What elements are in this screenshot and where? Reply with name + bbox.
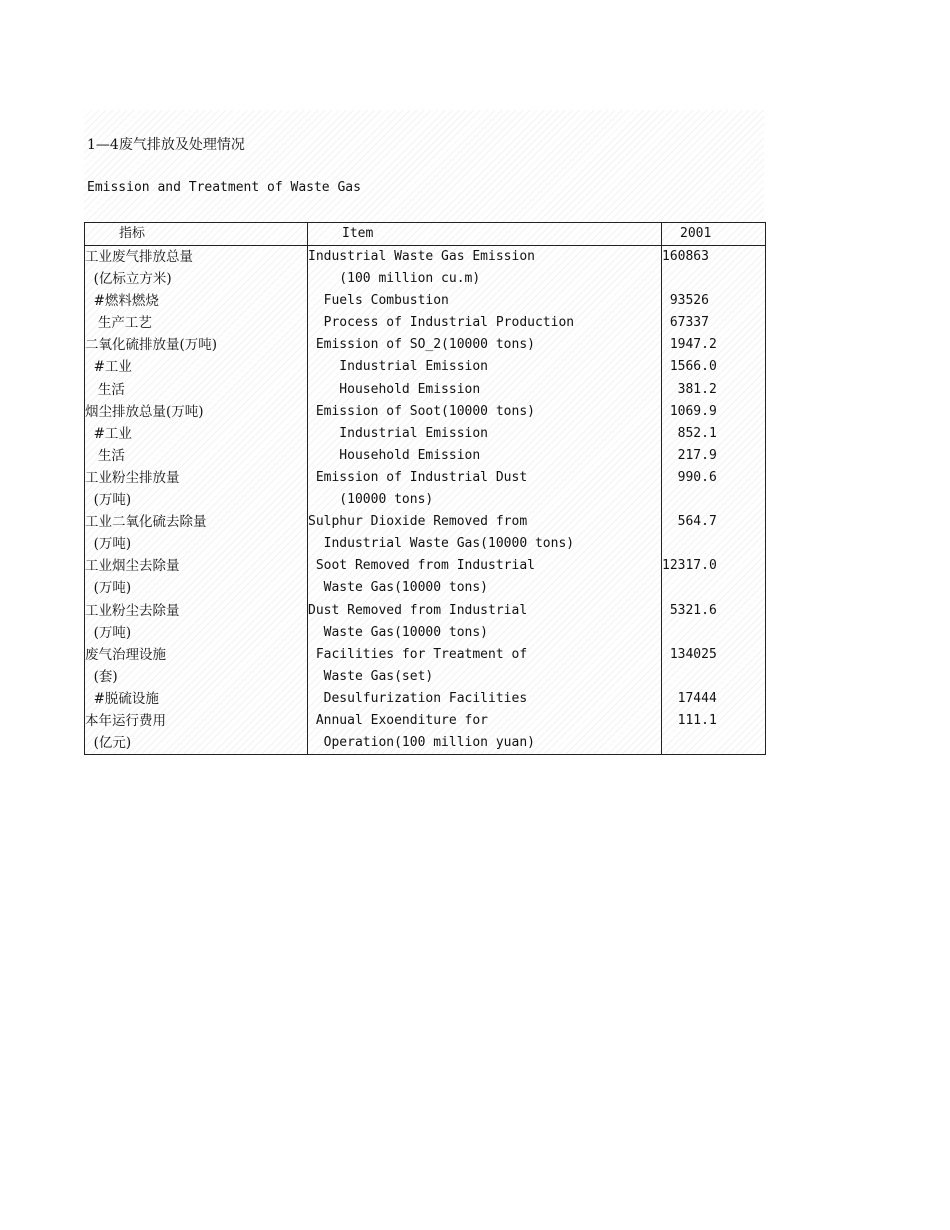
cell-indicator-cn: #工业 bbox=[85, 356, 308, 378]
cell-value: 93526 bbox=[662, 293, 709, 309]
cell-value bbox=[662, 666, 765, 688]
cell-value: 111.1 bbox=[662, 712, 717, 728]
cell-item-en: Process of Industrial Production bbox=[308, 312, 662, 334]
cell-item-en: Industrial Waste Gas Emission bbox=[308, 246, 662, 268]
table-body bbox=[85, 246, 765, 754]
cell-indicator-cn: (亿标立方米) bbox=[85, 268, 308, 290]
cell-value: 160863 bbox=[662, 249, 709, 264]
cell-value bbox=[662, 268, 765, 290]
cell-item-en: Emission of Industrial Dust bbox=[308, 467, 662, 489]
cell-indicator-cn: 烟尘排放总量(万吨) bbox=[85, 401, 308, 423]
cell-indicator-cn: (万吨) bbox=[85, 489, 308, 511]
cell-item-en: Emission of SO_2(10000 tons) bbox=[308, 334, 662, 356]
cell-value: 134025 bbox=[662, 646, 717, 662]
cell-value: 5321.6 bbox=[662, 602, 717, 618]
cell-indicator-cn: 工业废气排放总量 bbox=[85, 246, 308, 268]
cell-indicator-cn: (套) bbox=[85, 666, 308, 688]
cell-value: 17444 bbox=[662, 690, 717, 706]
table-row bbox=[85, 334, 765, 356]
cell-value: 1069.9 bbox=[662, 403, 717, 419]
table-header-row bbox=[85, 223, 765, 246]
table-row bbox=[85, 401, 765, 423]
cell-indicator-cn: (万吨) bbox=[85, 622, 308, 644]
cell-value: 852.1 bbox=[662, 425, 717, 441]
table-row bbox=[85, 555, 765, 577]
cell-value bbox=[662, 489, 765, 511]
emission-table bbox=[84, 222, 766, 755]
table-row bbox=[85, 445, 765, 467]
cell-indicator-cn: (万吨) bbox=[85, 577, 308, 599]
table-row bbox=[85, 533, 765, 555]
cell-indicator-cn: 生活 bbox=[85, 445, 308, 467]
cell-value bbox=[662, 622, 765, 644]
cell-indicator-cn: (万吨) bbox=[85, 533, 308, 555]
cell-item-en: Household Emission bbox=[308, 445, 662, 467]
cell-item-en: (10000 tons) bbox=[308, 489, 662, 511]
table-row bbox=[85, 379, 765, 401]
table-row bbox=[85, 290, 765, 312]
header-item-en: Item bbox=[308, 223, 662, 245]
cell-item-en: (100 million cu.m) bbox=[308, 268, 662, 290]
title-chinese: 1—4废气排放及处理情况 bbox=[87, 137, 245, 153]
cell-item-en: Facilities for Treatment of bbox=[308, 644, 662, 666]
cell-indicator-cn: 生产工艺 bbox=[85, 312, 308, 334]
cell-indicator-cn: #燃料燃烧 bbox=[85, 290, 308, 312]
cell-item-en: Fuels Combustion bbox=[308, 290, 662, 312]
cell-item-en: Waste Gas(set) bbox=[308, 666, 662, 688]
cell-indicator-cn: 二氧化硫排放量(万吨) bbox=[85, 334, 308, 356]
cell-value: 381.2 bbox=[662, 381, 717, 397]
cell-item-en: Operation(100 million yuan) bbox=[308, 732, 662, 754]
cell-indicator-cn: 工业粉尘排放量 bbox=[85, 467, 308, 489]
cell-item-en: Annual Exoenditure for bbox=[308, 710, 662, 732]
table-row bbox=[85, 732, 765, 754]
cell-indicator-cn: 生活 bbox=[85, 379, 308, 401]
table-row bbox=[85, 577, 765, 599]
cell-indicator-cn: 本年运行费用 bbox=[85, 710, 308, 732]
cell-value: 1947.2 bbox=[662, 337, 717, 353]
cell-value: 1566.0 bbox=[662, 359, 717, 375]
cell-value bbox=[662, 577, 765, 599]
cell-item-en: Industrial Emission bbox=[308, 423, 662, 445]
cell-item-en: Industrial Waste Gas(10000 tons) bbox=[308, 533, 662, 555]
cell-indicator-cn: #脱硫设施 bbox=[85, 688, 308, 710]
table-row bbox=[85, 511, 765, 533]
table-row bbox=[85, 268, 765, 290]
table-row bbox=[85, 246, 765, 268]
table-row bbox=[85, 356, 765, 378]
cell-value: 990.6 bbox=[662, 469, 717, 485]
cell-indicator-cn: 工业烟尘去除量 bbox=[85, 555, 308, 577]
table-row bbox=[85, 710, 765, 732]
table-row bbox=[85, 467, 765, 489]
cell-item-en: Soot Removed from Industrial bbox=[308, 555, 662, 577]
cell-item-en: Waste Gas(10000 tons) bbox=[308, 622, 662, 644]
cell-item-en: Sulphur Dioxide Removed from bbox=[308, 511, 662, 533]
title-english: Emission and Treatment of Waste Gas bbox=[87, 180, 361, 195]
cell-indicator-cn: (亿元) bbox=[85, 732, 308, 754]
table-row bbox=[85, 312, 765, 334]
cell-item-en: Dust Removed from Industrial bbox=[308, 600, 662, 622]
cell-value: 67337 bbox=[662, 315, 709, 331]
header-indicator-cn: 指标 bbox=[85, 223, 308, 245]
header-year: 2001 bbox=[680, 226, 712, 241]
cell-indicator-cn: 废气治理设施 bbox=[85, 644, 308, 666]
cell-value bbox=[662, 533, 765, 555]
table-row bbox=[85, 666, 765, 688]
cell-item-en: Desulfurization Facilities bbox=[308, 688, 662, 710]
cell-item-en: Industrial Emission bbox=[308, 356, 662, 378]
table-row bbox=[85, 622, 765, 644]
cell-value: 564.7 bbox=[662, 514, 717, 530]
table-row bbox=[85, 600, 765, 622]
sheet-background bbox=[84, 110, 764, 222]
cell-item-en: Waste Gas(10000 tons) bbox=[308, 577, 662, 599]
table-row bbox=[85, 644, 765, 666]
table-row bbox=[85, 489, 765, 511]
table-row bbox=[85, 688, 765, 710]
table-row bbox=[85, 423, 765, 445]
cell-indicator-cn: #工业 bbox=[85, 423, 308, 445]
cell-item-en: Emission of Soot(10000 tons) bbox=[308, 401, 662, 423]
cell-indicator-cn: 工业粉尘去除量 bbox=[85, 600, 308, 622]
cell-item-en: Household Emission bbox=[308, 379, 662, 401]
cell-value: 12317.0 bbox=[662, 558, 717, 574]
cell-indicator-cn: 工业二氧化硫去除量 bbox=[85, 511, 308, 533]
cell-value: 217.9 bbox=[662, 447, 717, 463]
cell-value bbox=[662, 732, 765, 754]
